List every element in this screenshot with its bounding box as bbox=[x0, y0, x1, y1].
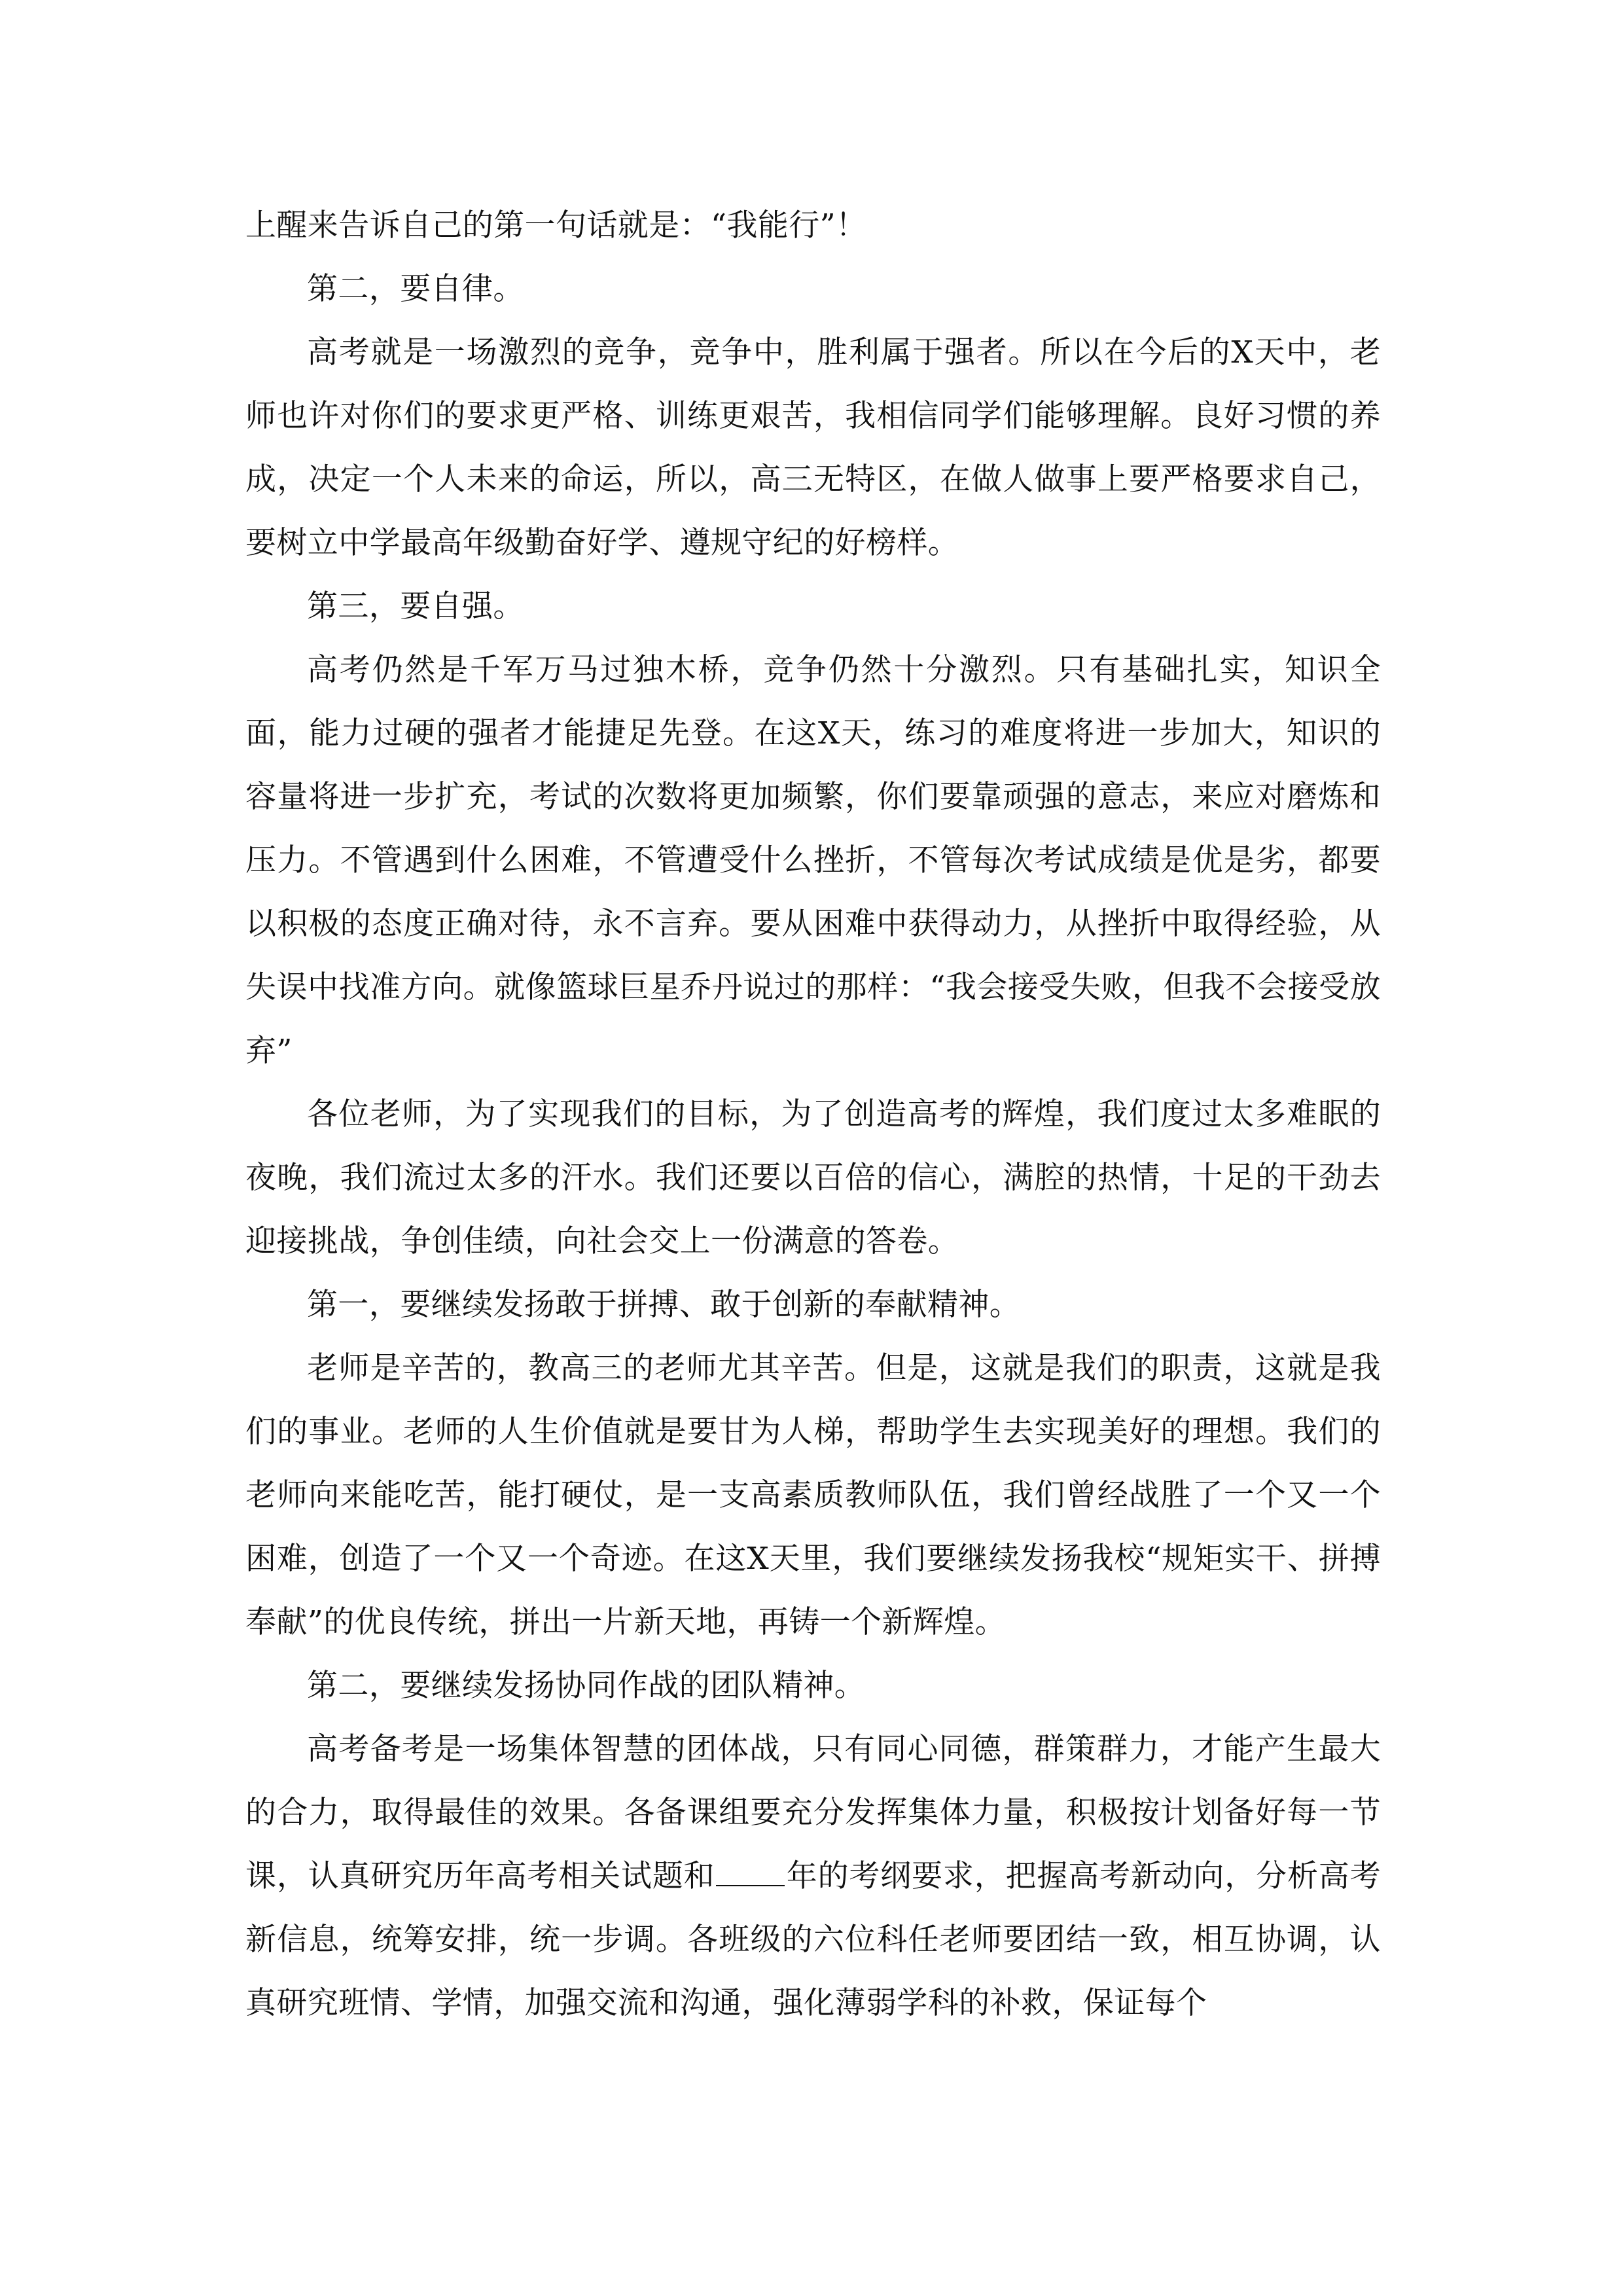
document-body bbox=[245, 194, 1381, 2035]
paragraph-5: 高考仍然是千军万马过独木桥，竞争仍然十分激烈。只有基础扎实，知识全面，能力过硬的强者才能捷足先登。在这X天，练习的难度将进一步加大，知识的容量将进一步扩充，考试的次数将更加频繁，你们要靠顽强的意志，来应对磨炼和压力。不管遇到什么困难，不管遭受什么挫折，不管每次考试成绩是优是劣，都要以积极的态度正确对待，永不言弃。要从困难中获得动力，从挫折中取得经验，从失误中找准方向。就像篮球巨星乔丹说过的那样：“我会接受失败，但我不会接受放弃” bbox=[245, 652, 1381, 1069]
paragraph-1: 上醒来告诉自己的第一句话就是：“我能行”！ bbox=[245, 207, 867, 243]
paragraph-10-part-1: 高考备考是一场集体智慧的团体战，只有同心同德，群策群力，才能产生最大的合力，取得最佳的效果。各备课组要充分发挥集体力量，积极按计划备好每一节课，认真研究历年高考相关试题和 bbox=[245, 1731, 1381, 1894]
paragraph-10-part-2: 年的考纲要求，把握高考新动向，分析高考新信息，统筹安排，统一步调。各班级的六位科任老师要团结一致，相互协调，认真研究班情、学情，加强交流和沟通，强化薄弱学科的补救，保证每个 bbox=[245, 1858, 1381, 2021]
paragraph-6: 各位老师，为了实现我们的目标，为了创造高考的辉煌，我们度过太多难眠的夜晚，我们流过太多的汗水。我们还要以百倍的信心，满腔的热情，十足的干劲去迎接挑战，争创佳绩，向社会交上一份满意的答卷。 bbox=[245, 1096, 1381, 1259]
paragraph-2-heading: 第二，要自律。 bbox=[307, 271, 524, 307]
paragraph-3: 高考就是一场激烈的竞争，竞争中，胜利属于强者。所以在今后的X天中，老师也许对你们的要求更严格、训练更艰苦，我相信同学们能够理解。良好习惯的养成，决定一个人未来的命运，所以，高三无特区，在做人做事上要严格要求自己，要树立中学最高年级勤奋好学、遵规守纪的好榜样。 bbox=[245, 334, 1381, 561]
paragraph-9-heading: 第二，要继续发扬协同作战的团队精神。 bbox=[307, 1668, 866, 1704]
paragraph-10 bbox=[245, 1717, 1381, 2035]
paragraph-7-heading: 第一，要继续发扬敢于拼搏、敢于创新的奉献精神。 bbox=[307, 1287, 1021, 1323]
fill-in-blank bbox=[716, 1884, 785, 1886]
paragraph-8: 老师是辛苦的，教高三的老师尤其辛苦。但是，这就是我们的职责，这就是我们的事业。老师的人生价值就是要甘为人梯，帮助学生去实现美好的理想。我们的老师向来能吃苦，能打硬仗，是一支高素质教师队伍，我们曾经战胜了一个又一个困难，创造了一个又一个奇迹。在这X天里，我们要继续发扬我校“规矩实干、拼搏奉献”的优良传统，拼出一片新天地，再铸一个新辉煌。 bbox=[245, 1350, 1381, 1640]
paragraph-4-heading: 第三，要自强。 bbox=[307, 588, 524, 624]
